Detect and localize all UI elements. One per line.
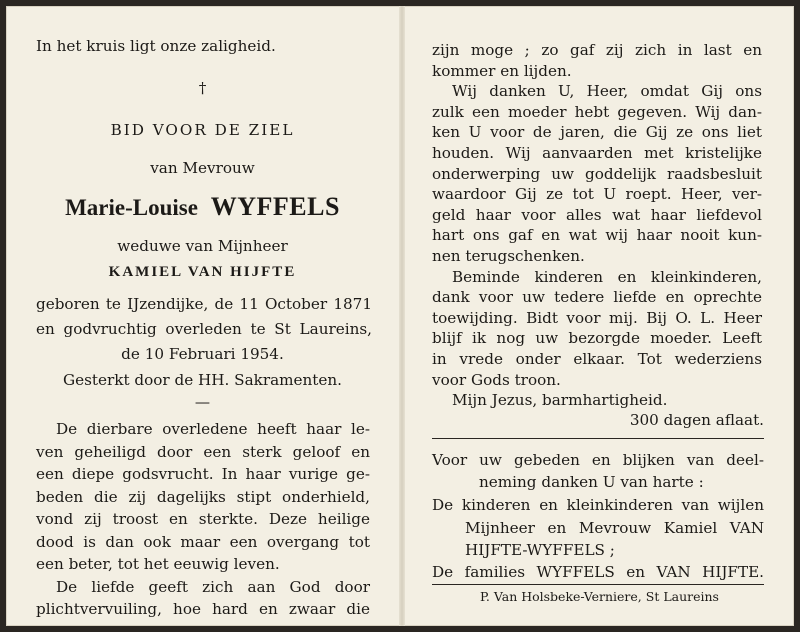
text-line: kommer en lijden.: [432, 61, 572, 80]
text-line: plichtvervuiling, hoe hard en zwaar die: [36, 600, 370, 618]
text-line: een beter, tot het eeuwig leven.: [36, 555, 280, 573]
card-fold: [399, 6, 405, 626]
text-line: nen terugschenken.: [432, 247, 585, 265]
husband-name: KAMIEL VAN HIJFTE: [108, 264, 297, 280]
text-line: Beminde kinderen en kleinkinderen,: [452, 267, 762, 286]
cross-icon: †: [198, 79, 207, 97]
text-line: ken U voor de jaren, die Gij ze ons liet: [432, 123, 762, 142]
death-date: de 10 Februari 1954.: [121, 345, 284, 363]
thanks-line: Mijnheer en Mevrouw Kamiel VAN: [465, 519, 764, 537]
text-line: hart ons gaf en wat wij haar nooit kun-: [432, 226, 762, 245]
sacraments: Gesterkt door de HH. Sakramenten.: [62, 371, 343, 389]
printer-divider: [432, 584, 764, 585]
text-line: geld haar voor alles wat haar liefdevol: [432, 205, 762, 224]
text-line: blijf ik nog uw bezorgde moeder. Leeft: [432, 329, 762, 348]
indulgence: 300 dagen aflaat.: [629, 411, 764, 429]
divider: [432, 438, 764, 439]
deceased-name: [6, 193, 399, 224]
text-line: De liefde geeft zich aan God door: [56, 577, 370, 596]
printer-credit: P. Van Holsbeke-Verniere, St Laureins: [480, 589, 719, 604]
text-line: voor Gods troon.: [432, 370, 561, 389]
text-line: vond zij troost en sterkte. Deze heilige: [36, 510, 370, 528]
text-line: ven geheiligd door een sterk geloof en: [36, 442, 370, 461]
separator-dash: —: [194, 393, 211, 411]
text-line: De dierbare overledene heeft haar le-: [56, 420, 370, 438]
birth-line: geboren te IJzendijke, de 11 October 1871: [36, 295, 372, 313]
text-line: Wij danken U, Heer, omdat Gij ons: [452, 82, 762, 101]
text-line: zijn moge ; zo gaf zij zich in last en: [432, 41, 762, 59]
text-line: onderwerping uw goddelijk raadsbesluit: [432, 164, 762, 183]
text-line: toewijding. Bidt voor mij. Bij O. L. Heer: [432, 308, 762, 327]
motto: In het kruis ligt onze zaligheid.: [36, 37, 276, 55]
text-line: in vrede onder elkaar. Tot wederziens: [432, 350, 762, 368]
first-name: Marie-Louise: [65, 195, 198, 220]
text-line: Mijn Jezus, barmhartigheid.: [452, 391, 668, 410]
text-line: dood is dan ook maar een overgang tot: [36, 532, 370, 551]
text-line: een diepe godsvrucht. In haar vurige ge-: [36, 465, 370, 483]
thanks-line: De kinderen en kleinkinderen van wijlen: [432, 496, 764, 514]
van-mevrouw: van Mevrouw: [150, 159, 255, 177]
thanks-line: Voor uw gebeden en blijken van deel-: [432, 451, 764, 469]
thanks-line: De families WYFFELS en VAN HIJFTE.: [432, 563, 764, 581]
text-line: waardoor Gij ze tot U roept. Heer, ver-: [432, 185, 762, 204]
text-line: dank voor uw tedere liefde en oprechte: [432, 288, 762, 307]
last-name: WYFFELS: [210, 192, 340, 221]
death-line: en godvruchtig overleden te St Laureins,: [36, 320, 372, 338]
memorial-card: [6, 6, 794, 626]
thanks-line: HIJFTE-WYFFELS ;: [465, 541, 615, 559]
text-line: houden. Wij aanvaarden met kristelijke: [432, 144, 762, 162]
prayer-heading: BID VOOR DE ZIEL: [110, 121, 295, 139]
thanks-line: neming danken U van harte :: [479, 473, 704, 491]
text-line: beden die zij dagelijks stipt onderhield,: [36, 487, 370, 506]
text-line: zulk een moeder hebt gegeven. Wij dan-: [432, 102, 762, 121]
widow-of: weduwe van Mijnheer: [117, 237, 288, 255]
